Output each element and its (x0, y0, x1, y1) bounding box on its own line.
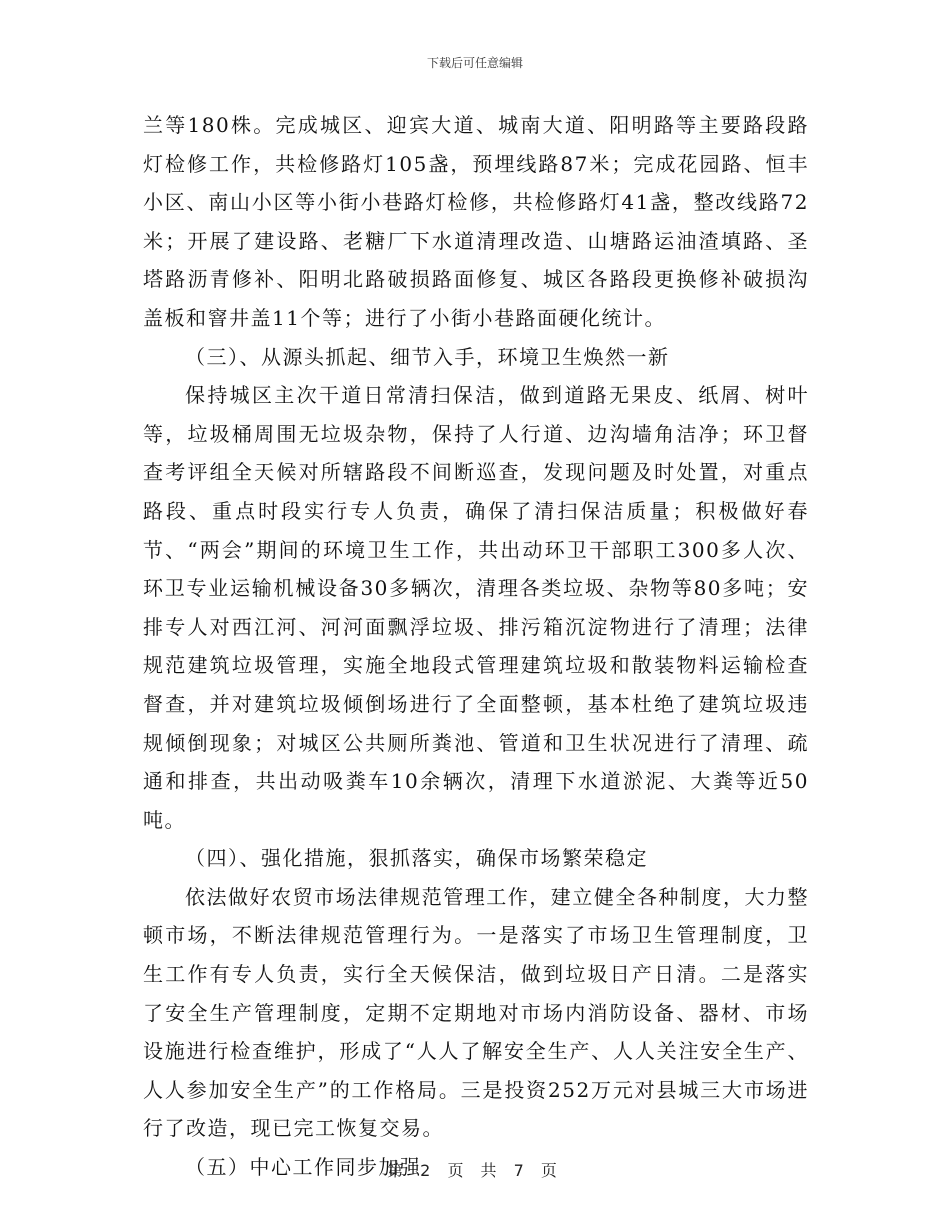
page-header: 下载后可任意编辑 (426, 56, 523, 70)
section-heading-3: （三）、从源头抓起、细节入手，环境卫生焕然一新 (185, 344, 670, 369)
body-paragraph-continued: 兰等180株。完成城区、迎宾大道、城南大道、阳明路等主要路段路灯检修工作，共检修路灯105盏，预埋线路87米；完成花园路、恒丰小区、南山小区等小街小巷路灯检修，共检修路灯41盏，整改线路72米；开展了建设路、老糖厂下水道清理改造、山塘路运油渣填路、圣塔路沥青修补、阳明北路破损路面修复、城区各路段更换修补破损沟盖板和窨井盖11个等；进行了小街小巷路面硬化统计。 (143, 113, 809, 330)
section-heading-4: （四）、强化措施，狠抓落实，确保市场繁荣稳定 (185, 846, 648, 871)
body-paragraph-market: 依法做好农贸市场法律规范管理工作，建立健全各种制度，大力整顿市场，不断法律规范管理行为。一是落实了市场卫生管理制度，卫生工作有专人负责，实行全天候保洁，做到垃圾日产日清。二是落实了安全生产管理制度，定期不定期地对市场内消防设备、器材、市场设施进行检查维护，形成了“人人了解安全生产、人人关注安全生产、人人参加安全生产”的工作格局。三是投资252万元对县城三大市场进行了改造，现已完工恢复交易。 (143, 884, 809, 1141)
page-number-footer: 第 2 页 共 7 页 (387, 1161, 563, 1180)
body-paragraph-sanitation: 保持城区主次干道日常清扫保洁，做到道路无果皮、纸屑、树叶等，垃圾桶周围无垃圾杂物，保持了人行道、边沟墙角洁净；环卫督查考评组全天候对所辖路段不间断巡查，发现问题及时处置，对重点路段、重点时段实行专人负责，确保了清扫保洁质量；积极做好春节、“两会”期间的环境卫生工作，共出动环卫干部职工300多人次、环卫专业运输机械设备30多辆次，清理各类垃圾、杂物等80多吨；安排专人对西江河、河河面飘浮垃圾、排污箱沉淀物进行了清理；法律规范建筑垃圾管理，实施全地段式管理建筑垃圾和散装物料运输检查督查，并对建筑垃圾倾倒场进行了全面整顿，基本杜绝了建筑垃圾违规倾倒现象；对城区公共厕所粪池、管道和卫生状况进行了清理、疏通和排查，共出动吸粪车10余辆次，清理下水道淤泥、大粪等近50吨。 (143, 383, 809, 832)
document-body (143, 106, 809, 1187)
section-heading-5: （五）中心工作同步加强 (185, 1155, 422, 1180)
